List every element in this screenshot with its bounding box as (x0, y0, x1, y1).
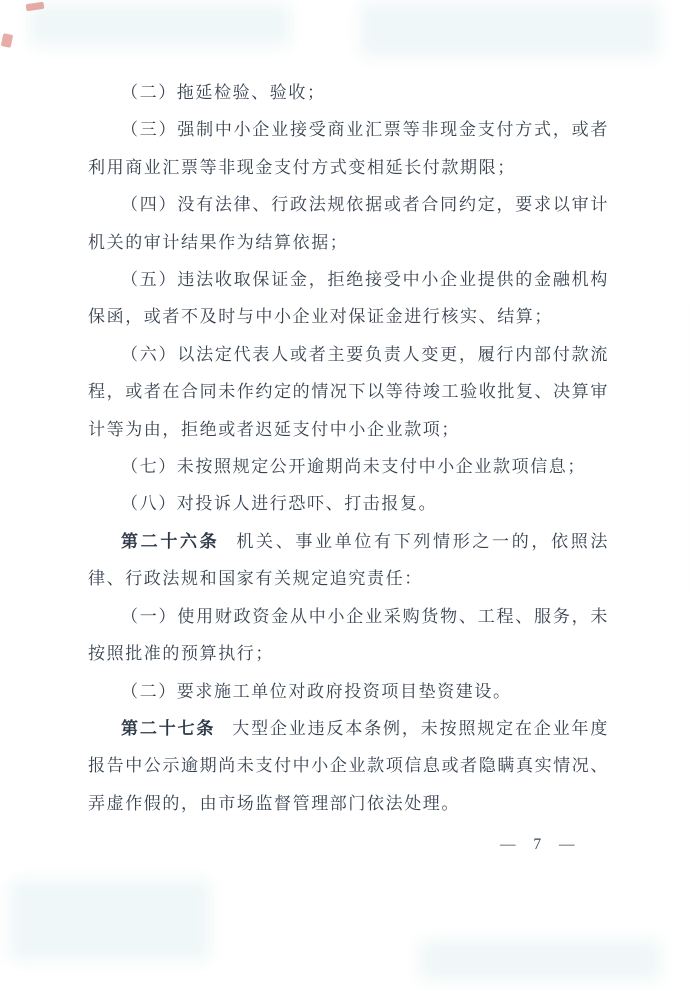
article-26-heading: 第二十六条 (121, 531, 220, 551)
article-27-text: 大型企业违反本条例，未按照规定在企业年度报告中公示逾期尚未支付中小企业款项信息或者隐瞒真实情况、弄虚作假的，由市场监督管理部门依法处理。 (88, 718, 609, 813)
clause-item-2: （二）拖延检验、验收； (121, 83, 326, 102)
document-body (88, 74, 609, 822)
article-26-text: 机关、事业单位有下列情形之一的，依照法律、行政法规和国家有关规定追究责任： (88, 531, 610, 589)
clause-item-8: （八）对投诉人进行恐吓、打击报复。 (121, 494, 438, 514)
red-pen-mark (1, 33, 13, 48)
article-27-heading: 第二十七条 (121, 718, 216, 738)
clause-item-3: （三）强制中小企业接受商业汇票等非现金支付方式，或者利用商业汇票等非现金支付方式变相延长付款期限； (88, 120, 609, 177)
clause-item-4: （四）没有法律、行政法规依据或者合同约定，要求以审计机关的审计结果作为结算依据； (88, 195, 609, 252)
red-pen-mark (26, 2, 45, 11)
scan-bleedthrough-artifact (360, 2, 660, 57)
page-number: — 7 — (500, 836, 582, 853)
clause-item-1: （一）使用财政资金从中小企业采购货物、工程、服务，未按照批准的预算执行； (88, 606, 609, 664)
clause-item-6: （六）以法定代表人或者主要负责人变更，履行内部付款流程，或者在合同未作约定的情况下以等待竣工验收批复、决算审计等为由，拒绝或者迟延支付中小企业款项； (88, 344, 609, 439)
clause-item-5: （五）违法收取保证金，拒绝接受中小企业提供的金融机构保函，或者不及时与中小企业对保证金进行核实、结算； (88, 270, 609, 327)
clause-item-7: （七）未按照规定公开逾期尚未支付中小企业款项信息； (121, 457, 586, 477)
article-26-paragraph (88, 523, 609, 598)
clause-item-2b: （二）要求施工单位对政府投资项目垫资建设。 (121, 681, 512, 701)
scan-bleedthrough-artifact (30, 4, 290, 46)
scan-bleedthrough-artifact (420, 940, 660, 980)
article-27-paragraph (88, 710, 609, 822)
scan-bleedthrough-artifact (10, 880, 210, 960)
